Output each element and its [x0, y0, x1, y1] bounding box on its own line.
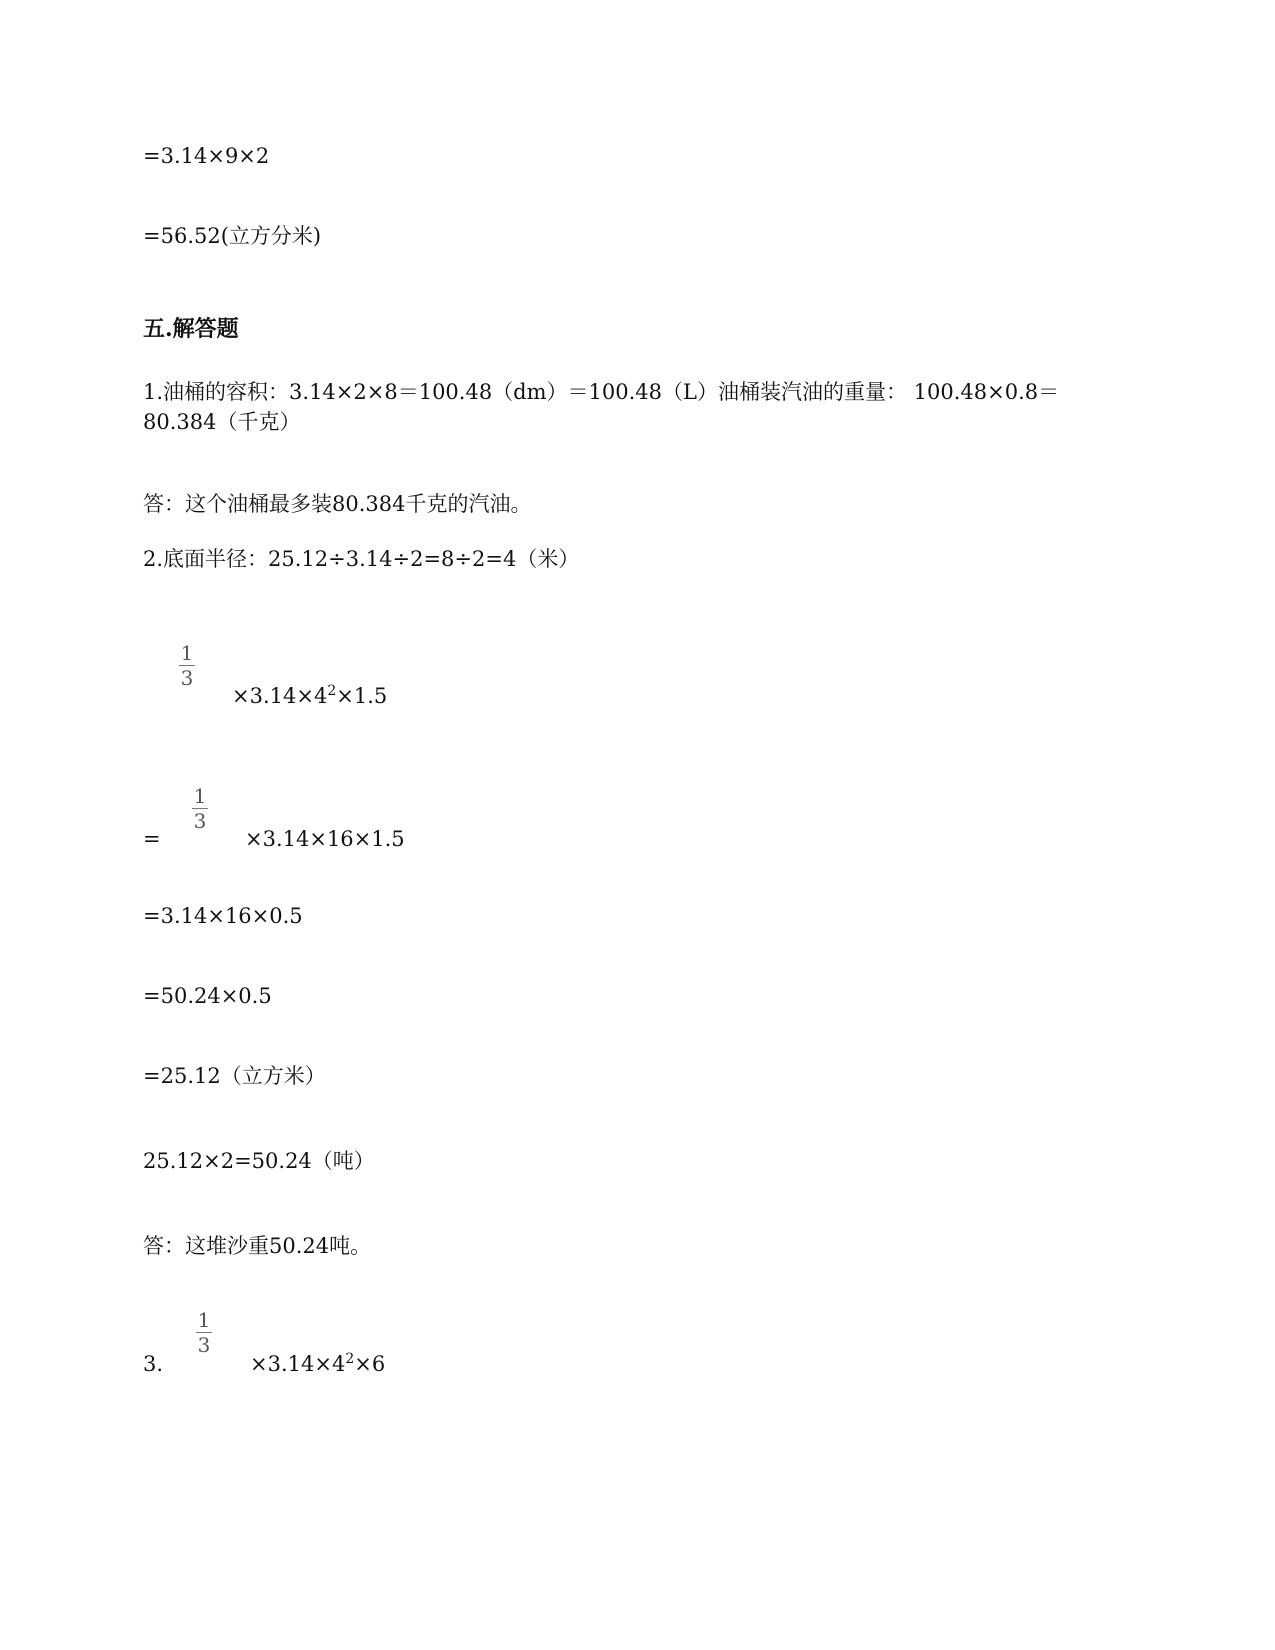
volume-expression [232, 683, 388, 708]
calc-line: =3.14×16×0.5 [143, 904, 303, 928]
expr-part: ×1.5 [336, 684, 388, 708]
section-heading: 五.解答题 [143, 316, 239, 342]
fraction-numerator: 1 [193, 784, 207, 808]
answer-2-radius: 2.底面半径：25.12÷3.14÷2=8÷2=4（米） [143, 547, 580, 571]
calc-line: =50.24×0.5 [143, 984, 272, 1008]
fraction-numerator: 1 [197, 1308, 211, 1332]
expr-part: ×6 [354, 1352, 386, 1376]
calc-line: 25.12×2=50.24（吨） [143, 1149, 375, 1173]
exponent: 2 [327, 683, 337, 699]
exponent: 2 [345, 1351, 355, 1367]
answer-2-conclusion: 答：这堆沙重50.24吨。 [143, 1234, 372, 1258]
fraction-one-third [192, 786, 208, 831]
equals-sign: = [143, 827, 161, 851]
calc-line: =25.12（立方米） [143, 1064, 326, 1088]
fraction-one-third [196, 1310, 212, 1355]
fraction-denominator: 3 [193, 809, 207, 833]
answer-3-number: 3. [143, 1352, 164, 1376]
fraction-denominator: 3 [180, 666, 194, 690]
calc-line: ×3.14×16×1.5 [245, 827, 405, 851]
calc-line: =56.52(立方分米) [143, 224, 322, 248]
fraction-denominator: 3 [197, 1333, 211, 1357]
answer-1-line-2: 80.384（千克） [143, 410, 301, 434]
answer-1-line-1: 1.油桶的容积：3.14×2×8＝100.48（dm）＝100.48（L）油桶装汽油的重量： 100.48×0.8＝ [143, 380, 1060, 404]
fraction-one-third [179, 643, 195, 688]
calc-line: =3.14×9×2 [143, 144, 270, 168]
expr-part: ×3.14×4 [232, 684, 328, 708]
expr-part: ×3.14×4 [250, 1352, 346, 1376]
volume-expression [250, 1351, 386, 1376]
fraction-numerator: 1 [180, 641, 194, 665]
answer-1-conclusion: 答：这个油桶最多装80.384千克的汽油。 [143, 492, 532, 516]
